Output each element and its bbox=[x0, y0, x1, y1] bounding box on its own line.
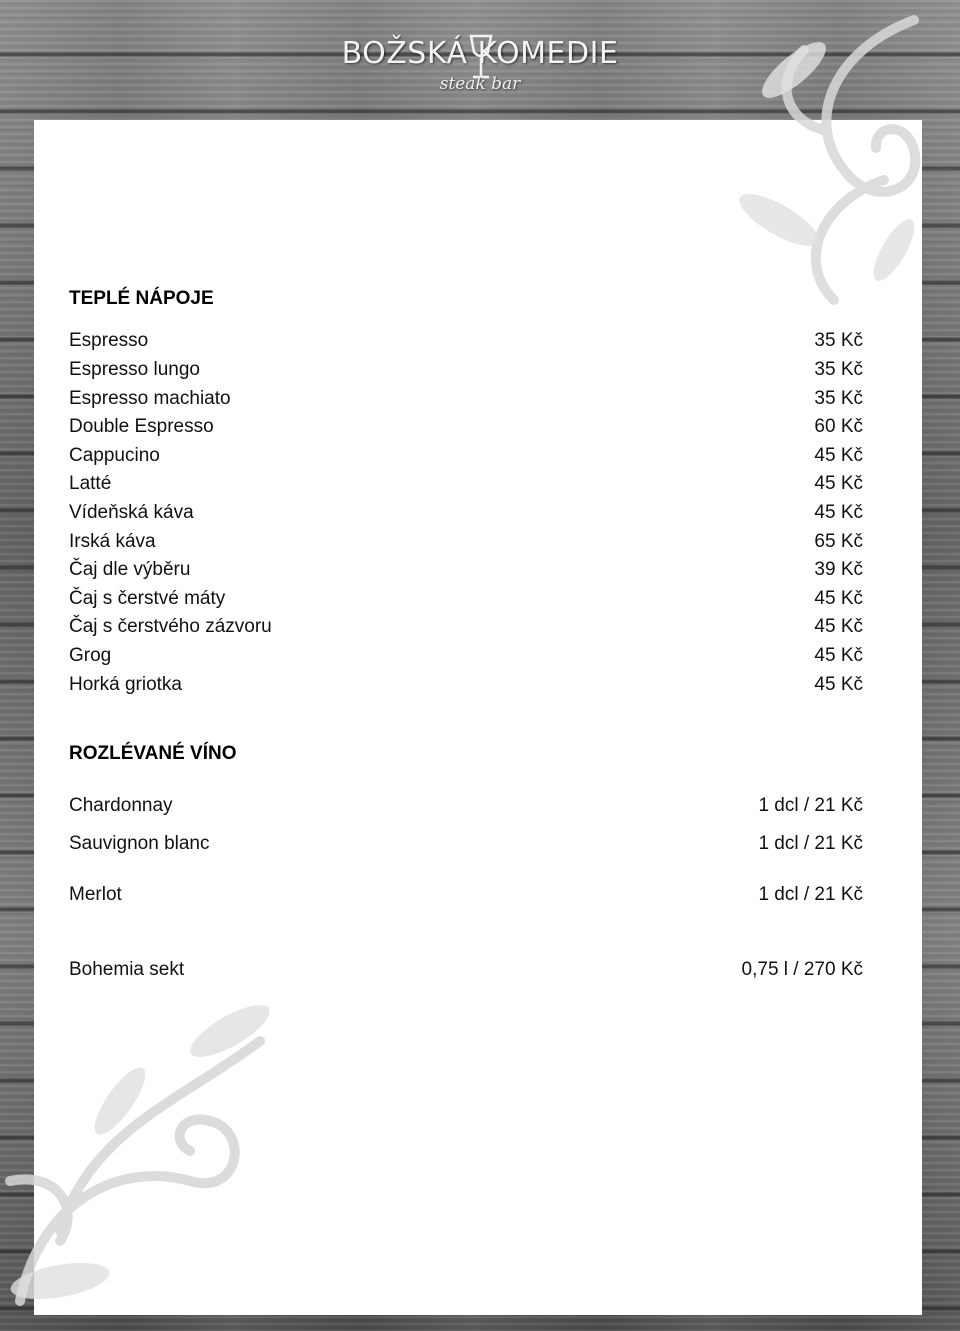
item-price: 35 Kč bbox=[814, 388, 863, 409]
item-name: Vídeňská káva bbox=[69, 502, 194, 523]
logo bbox=[340, 28, 620, 100]
item-name: Espresso lungo bbox=[69, 359, 200, 380]
floral-ornament-icon bbox=[684, 10, 934, 310]
section-title-wine: ROZLÉVANÉ VÍNO bbox=[69, 743, 237, 764]
item-name: Espresso bbox=[69, 330, 149, 351]
menu-item bbox=[69, 442, 863, 470]
menu-item bbox=[69, 613, 863, 641]
item-name: Čaj s čerstvého zázvoru bbox=[69, 616, 272, 637]
menu-item bbox=[69, 671, 863, 699]
menu-item bbox=[69, 556, 863, 584]
item-name: Grog bbox=[69, 645, 112, 666]
logo-title: BOŽSKÁ KOMEDIE bbox=[341, 36, 619, 71]
item-name: Chardonnay bbox=[69, 795, 173, 816]
item-price: 45 Kč bbox=[814, 674, 863, 695]
menu-item bbox=[69, 585, 863, 613]
item-price: 0,75 l / 270 Kč bbox=[741, 959, 863, 980]
item-name: Irská káva bbox=[69, 531, 156, 552]
item-price: 1 dcl / 21 Kč bbox=[758, 795, 863, 816]
item-name: Horká griotka bbox=[69, 674, 182, 695]
item-name: Double Espresso bbox=[69, 416, 214, 437]
item-price: 1 dcl / 21 Kč bbox=[758, 833, 863, 854]
menu-item bbox=[69, 356, 863, 384]
menu-item bbox=[69, 385, 863, 413]
item-price: 65 Kč bbox=[814, 531, 863, 552]
menu-item bbox=[69, 881, 863, 909]
menu-item bbox=[69, 792, 863, 820]
item-price: 1 dcl / 21 Kč bbox=[758, 884, 863, 905]
logo-subtitle: steak bar bbox=[439, 74, 521, 94]
menu-item bbox=[69, 327, 863, 355]
menu-item bbox=[69, 413, 863, 441]
menu-item bbox=[69, 499, 863, 527]
menu-item bbox=[69, 528, 863, 556]
item-name: Cappucino bbox=[69, 445, 160, 466]
item-name: Latté bbox=[69, 473, 112, 494]
menu-item bbox=[69, 956, 863, 984]
item-price: 45 Kč bbox=[814, 645, 863, 666]
item-price: 35 Kč bbox=[814, 359, 863, 380]
menu-item bbox=[69, 642, 863, 670]
item-name: Bohemia sekt bbox=[69, 959, 185, 980]
section-title-hot-drinks: TEPLÉ NÁPOJE bbox=[69, 288, 214, 309]
item-price: 35 Kč bbox=[814, 330, 863, 351]
item-name: Čaj s čerstvé máty bbox=[69, 588, 226, 609]
menu-item bbox=[69, 470, 863, 498]
item-price: 45 Kč bbox=[814, 616, 863, 637]
item-name: Sauvignon blanc bbox=[69, 833, 210, 854]
menu-item bbox=[69, 830, 863, 858]
item-price: 45 Kč bbox=[814, 445, 863, 466]
item-price: 45 Kč bbox=[814, 473, 863, 494]
item-price: 39 Kč bbox=[814, 559, 863, 580]
item-name: Espresso machiato bbox=[69, 388, 231, 409]
floral-ornament-icon bbox=[0, 981, 290, 1311]
item-name: Čaj dle výběru bbox=[69, 559, 191, 580]
item-name: Merlot bbox=[69, 884, 122, 905]
item-price: 60 Kč bbox=[814, 416, 863, 437]
item-price: 45 Kč bbox=[814, 588, 863, 609]
item-price: 45 Kč bbox=[814, 502, 863, 523]
